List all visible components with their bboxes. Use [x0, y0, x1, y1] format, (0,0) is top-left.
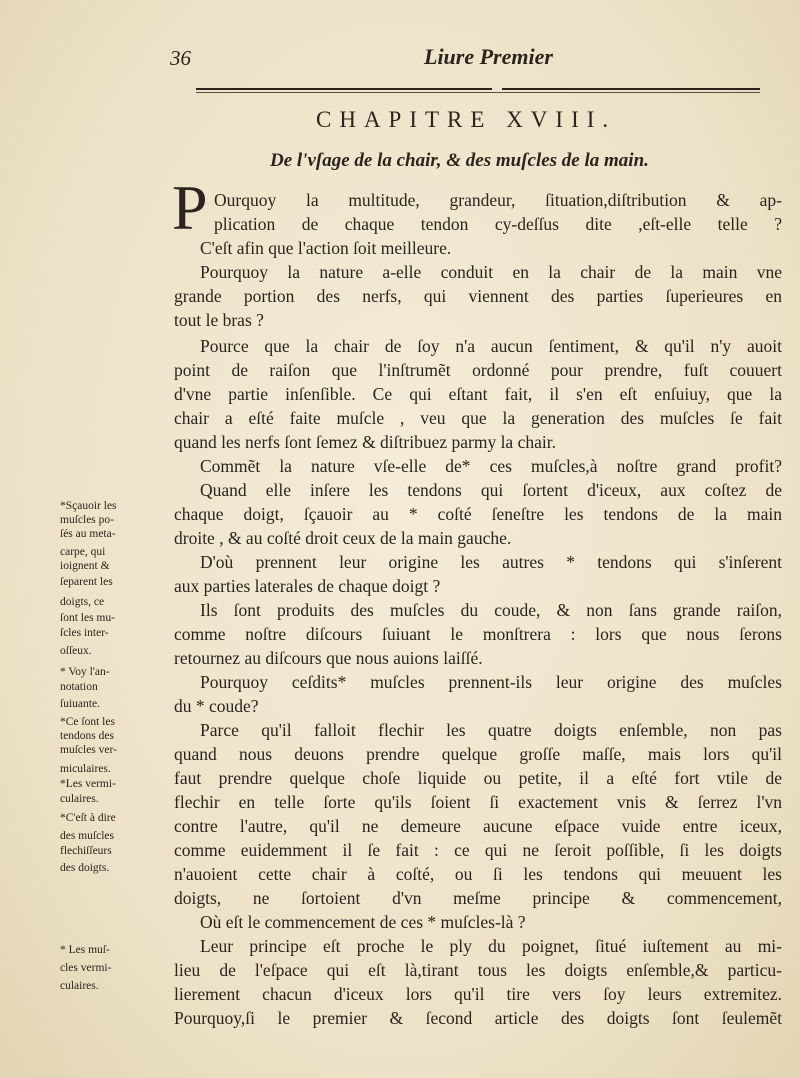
drop-cap: P	[172, 172, 208, 243]
chapter-title: CHAPITRE XVIII.	[316, 107, 617, 132]
margin-note-line: carpe, qui	[60, 546, 106, 558]
margin-note-line: doigts, ce	[60, 596, 105, 608]
page-number: 36	[170, 46, 191, 70]
margin-note-line: oſſeux.	[60, 645, 92, 657]
body-line: Pourquoy ceſdits* muſcles prennent-ils leur origine des muſcles	[200, 672, 782, 692]
margin-note-line: ſeparent les	[60, 576, 113, 588]
margin-note-line: ſuiuante.	[60, 698, 100, 710]
body-line: Pourquoy la nature a-elle conduit en la chair de la main vne	[200, 262, 782, 282]
body-line: aux parties laterales de chaque doigt ?	[174, 576, 441, 596]
body-line: contre l'autre, qu'il ne demeure aucune eſpace vuide entre iceux,	[174, 816, 782, 836]
body-line: flechir en telle ſorte qu'ils ſoient ſi exactement vnis & ſerrez l'vn	[174, 792, 782, 812]
body-line: lierement chacun d'iceux lors qu'il tire vers ſoy leurs extremitez.	[174, 984, 782, 1004]
margin-note-line: *Ce ſont les	[60, 716, 115, 728]
running-head: Liure Premier	[424, 44, 553, 69]
margin-note-line: ſont les mu-	[60, 612, 115, 624]
body-line: Quand elle inſere les tendons qui ſortent d'iceux, aux coſtez de	[200, 480, 782, 500]
margin-note-line: ſcles inter-	[60, 627, 109, 639]
margin-note-line: miculaires.	[60, 763, 111, 775]
margin-note-line: * Voy l'an-	[60, 666, 110, 678]
header-rule-left	[196, 88, 492, 90]
header-rule-right	[502, 88, 760, 90]
body-line: quand les nerfs ſont ſemez & diſtribuez parmy la chair.	[174, 432, 556, 452]
body-line: Ourquoy la multitude, grandeur, ſituation,diſtribution & ap-	[214, 190, 782, 210]
body-line: Pource que la chair de ſoy n'a aucun ſentiment, & qu'il n'y auoit	[200, 336, 782, 356]
body-line: comme noſtre diſcours ſuiuant le monſtrera : lors que nous ſerons	[174, 624, 782, 644]
margin-note-line: notation	[60, 681, 98, 693]
body-line: Parce qu'il falloit flechir les quatre doigts enſemble, non pas	[200, 720, 782, 740]
body-line: chair a eſté faite muſcle , veu que la generation des muſcles ſe fait	[174, 408, 782, 428]
margin-note-line: *C'eſt à dire	[60, 812, 116, 824]
body-line: D'où prennent leur origine les autres * tendons qui s'inſerent	[200, 552, 782, 572]
body-line: Ils ſont produits des muſcles du coude, & non ſans grande raiſon,	[200, 600, 782, 620]
margin-note-line: *Sçauoir les	[60, 500, 117, 512]
body-line: comme euidemment il ſe fait : ce qui ne ſeroit poſſible, ſi les doigts	[174, 840, 782, 860]
body-line: plication de chaque tendon cy-deſſus dite ,eſt-elle telle ?	[214, 214, 782, 234]
margin-note-line: ſés au meta-	[60, 528, 116, 540]
margin-note-line: cles vermi-	[60, 962, 112, 974]
body-line: n'auoient cette chair à coſté, ou ſi les tendons qui meuuent les	[174, 864, 782, 884]
body-line: tout le bras ?	[174, 310, 264, 330]
margin-note-line: des doigts.	[60, 862, 110, 874]
body-line: faut prendre quelque choſe liquide ou petite, il a eſté fort vtile de	[174, 768, 782, 788]
body-line: Leur principe eſt proche le ply du poignet, ſitué iuſtement au mi-	[200, 936, 782, 956]
body-line: doigts, ne ſortoient d'vn meſme principe & commencement,	[174, 888, 782, 908]
body-line: Pourquoy,ſi le premier & ſecond article des doigts ſont ſeulemẽt	[174, 1008, 782, 1028]
margin-note-line: ioignent &	[60, 560, 110, 572]
margin-note-line: * Les muſ-	[60, 944, 110, 956]
body-line: retournez au diſcours que nous auions laiſſé.	[174, 648, 483, 668]
body-line: point de raiſon que l'inſtrumẽt ordonné pour prendre, fuſt couuert	[174, 360, 782, 380]
body-line: d'vne partie inſenſible. Ce qui eſtant fait, il s'en eſt enſuiuy, que la	[174, 384, 782, 404]
body-line: grande portion des nerfs, qui viennent des parties ſuperieures en	[174, 286, 782, 306]
body-line: quand nous deuons prendre quelque groſſe maſſe, mais lors qu'il	[174, 744, 782, 764]
margin-note-line: culaires.	[60, 793, 99, 805]
body-line: lieu de l'eſpace qui eſt là,tirant tous les doigts enſemble,& particu-	[174, 960, 782, 980]
margin-note-line: muſcles ver-	[60, 744, 117, 756]
chapter-subtitle: De l'vſage de la chair, & des muſcles de la main.	[270, 150, 649, 171]
body-line: droite , & au coſté droit ceux de la main gauche.	[174, 528, 512, 548]
margin-note-line: culaires.	[60, 980, 99, 992]
margin-note-line: tendons des	[60, 730, 114, 742]
margin-note-line: *Les vermi-	[60, 778, 116, 790]
body-line: Où eſt le commencement de ces * muſcles-là ?	[200, 912, 526, 932]
margin-note-line: flechiſſeurs	[60, 845, 112, 857]
margin-note-line: muſcles po-	[60, 514, 114, 526]
margin-note-line: des muſcles	[60, 830, 114, 842]
header-rule-thin	[196, 92, 760, 93]
body-line: du * coude?	[174, 696, 259, 716]
body-line: C'eſt afin que l'action ſoit meilleure.	[200, 238, 452, 258]
body-line: chaque doigt, ſçauoir au * coſté ſeneſtre les tendons de la main	[174, 504, 782, 524]
body-line: Commẽt la nature vſe-elle de* ces muſcles,à noſtre grand profit?	[200, 456, 782, 476]
